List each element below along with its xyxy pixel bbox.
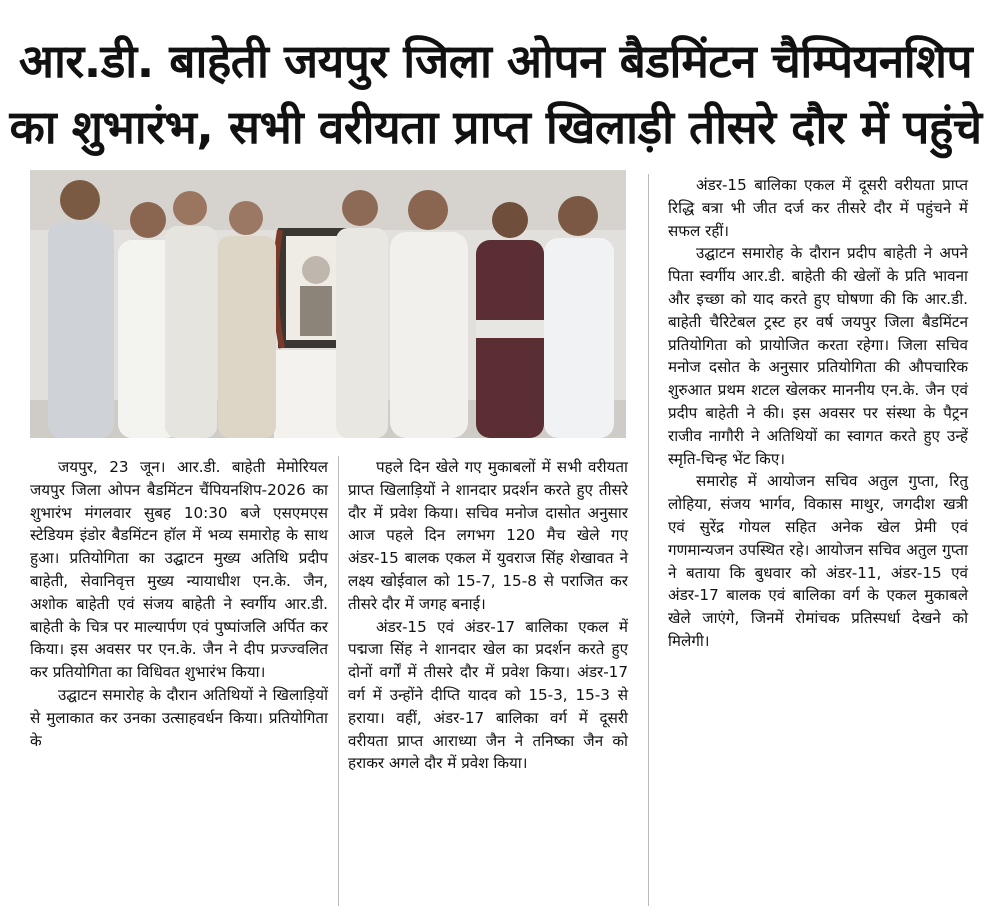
headline bbox=[0, 28, 991, 160]
headline-line-1: आर.डी. बाहेती जयपुर जिला ओपन बैडमिंटन चैम्पियनशिप bbox=[18, 34, 973, 88]
article-paragraph: पहले दिन खेले गए मुकाबलों में सभी वरीयता प्राप्त खिलाड़ियों ने शानदार प्रदर्शन करते हुए तीसरे दौर में प्रवेश किया। सचिव मनोज दासोत अनुसार आज पहले दिन लगभग 120 मैच खेले गए अंडर-15 बालक एकल में युवराज सिंह शेखावत ने लक्ष्य खोईवाल को 15-7, 15-8 से पराजित कर तीसरे दौर में जगह बनाई। bbox=[348, 458, 628, 613]
article-paragraph: उद्घाटन समारोह के दौरान अतिथियों ने खिलाड़ियों से मुलाकात कर उनका उत्साहवर्धन किया। प्रतियोगिता के bbox=[30, 685, 328, 750]
headline-line-2: का शुभारंभ, सभी वरीयता प्राप्त खिलाड़ी तीसरे दौर में पहुंचे bbox=[9, 100, 982, 154]
article-paragraph: जयपुर, 23 जून। आर.डी. बाहेती मेमोरियल जयपुर जिला ओपन बैडमिंटन चैंपियनशिप-2026 का शुभारंभ मंगलवार सुबह 10:30 बजे एसएमएस स्टेडियम इंडोर बैडमिंटन हॉल में भव्य समारोह के साथ हुआ। प्रतियोगिता का उद्घाटन मुख्य अतिथि प्रदीप बाहेती, सेवानिवृत्त मुख्य न्यायाधीश एन.के. जैन, अशोक बाहेती एवं संजय बाहेती ने स्वर्गीय आर.डी. बाहेती के चित्र पर माल्यार्पण एवं पुष्पांजलि अर्पित कर किया। इस अवसर पर एन.के. जैन ने दीप प्रज्ज्वलित कर प्रतियोगिता का विधिवत शुभारंभ किया। bbox=[30, 458, 328, 682]
group-photo-icon bbox=[30, 170, 626, 438]
article-column-2 bbox=[348, 456, 628, 775]
article-column-3 bbox=[668, 174, 968, 653]
article-paragraph: अंडर-15 एवं अंडर-17 बालिका एकल में पद्मजा सिंह ने शानदार खेल का प्रदर्शन करते हुए दोनों वर्गों में तीसरे दौर में प्रवेश किया। अंडर-17 वर्ग में उन्होंने दीप्ति यादव को 15-3, 15-3 से हराया। वहीं, अंडर-17 बालिका वर्ग में दूसरी वरीयता प्राप्त आराध्या जैन ने तनिष्का जैन को हराकर अगले दौर में प्रवेश किया। bbox=[348, 617, 628, 773]
article-column-1 bbox=[30, 456, 328, 752]
article-paragraph: अंडर-15 बालिका एकल में दूसरी वरीयता प्राप्त रिद्धि बत्रा भी जीत दर्ज कर तीसरे दौर में पहुंचने में सफल रहीं। bbox=[668, 176, 968, 240]
column-divider bbox=[648, 174, 649, 906]
group-photo bbox=[30, 170, 626, 438]
article-paragraph: उद्घाटन समारोह के दौरान प्रदीप बाहेती ने अपने पिता स्वर्गीय आर.डी. बाहेती की खेलों के प्रति भावना और इच्छा को याद करते हुए घोषणा की कि आर.डी. बाहेती चैरिटेबल ट्रस्ट हर वर्ष जयपुर जिला बैडमिंटन प्रतियोगिता को प्रायोजित करता रहेगा। जिला सचिव मनोज दसोत के अनुसार प्रतियोगिता की औपचारिक शुरुआत प्रथम शटल खेलकर माननीय एन.के. जैन एवं प्रदीप बाहेती ने की। इस अवसर पर संस्था के पैट्रन राजीव नागौरी ने अतिथियों का स्वागत करते हुए उन्हें स्मृति-चिन्ह भेंट किए। bbox=[668, 244, 968, 468]
column-divider bbox=[338, 456, 339, 906]
article-paragraph: समारोह में आयोजन सचिव अतुल गुप्ता, रितु लोहिया, संजय भार्गव, विकास माथुर, जगदीश खत्री एवं सुरेंद्र गोयल सहित अनेक खेल प्रेमी एवं गणमान्यजन उपस्थित रहे। आयोजन सचिव अतुल गुप्ता ने बताया कि बुधवार को अंडर-11, अंडर-15 एवं अंडर-17 बालक एवं बालिका वर्ग के एकल मुकाबले खेले जाएंगे, जिनमें रोमांचक प्रतिस्पर्धा देखने को मिलेगी। bbox=[668, 472, 968, 650]
